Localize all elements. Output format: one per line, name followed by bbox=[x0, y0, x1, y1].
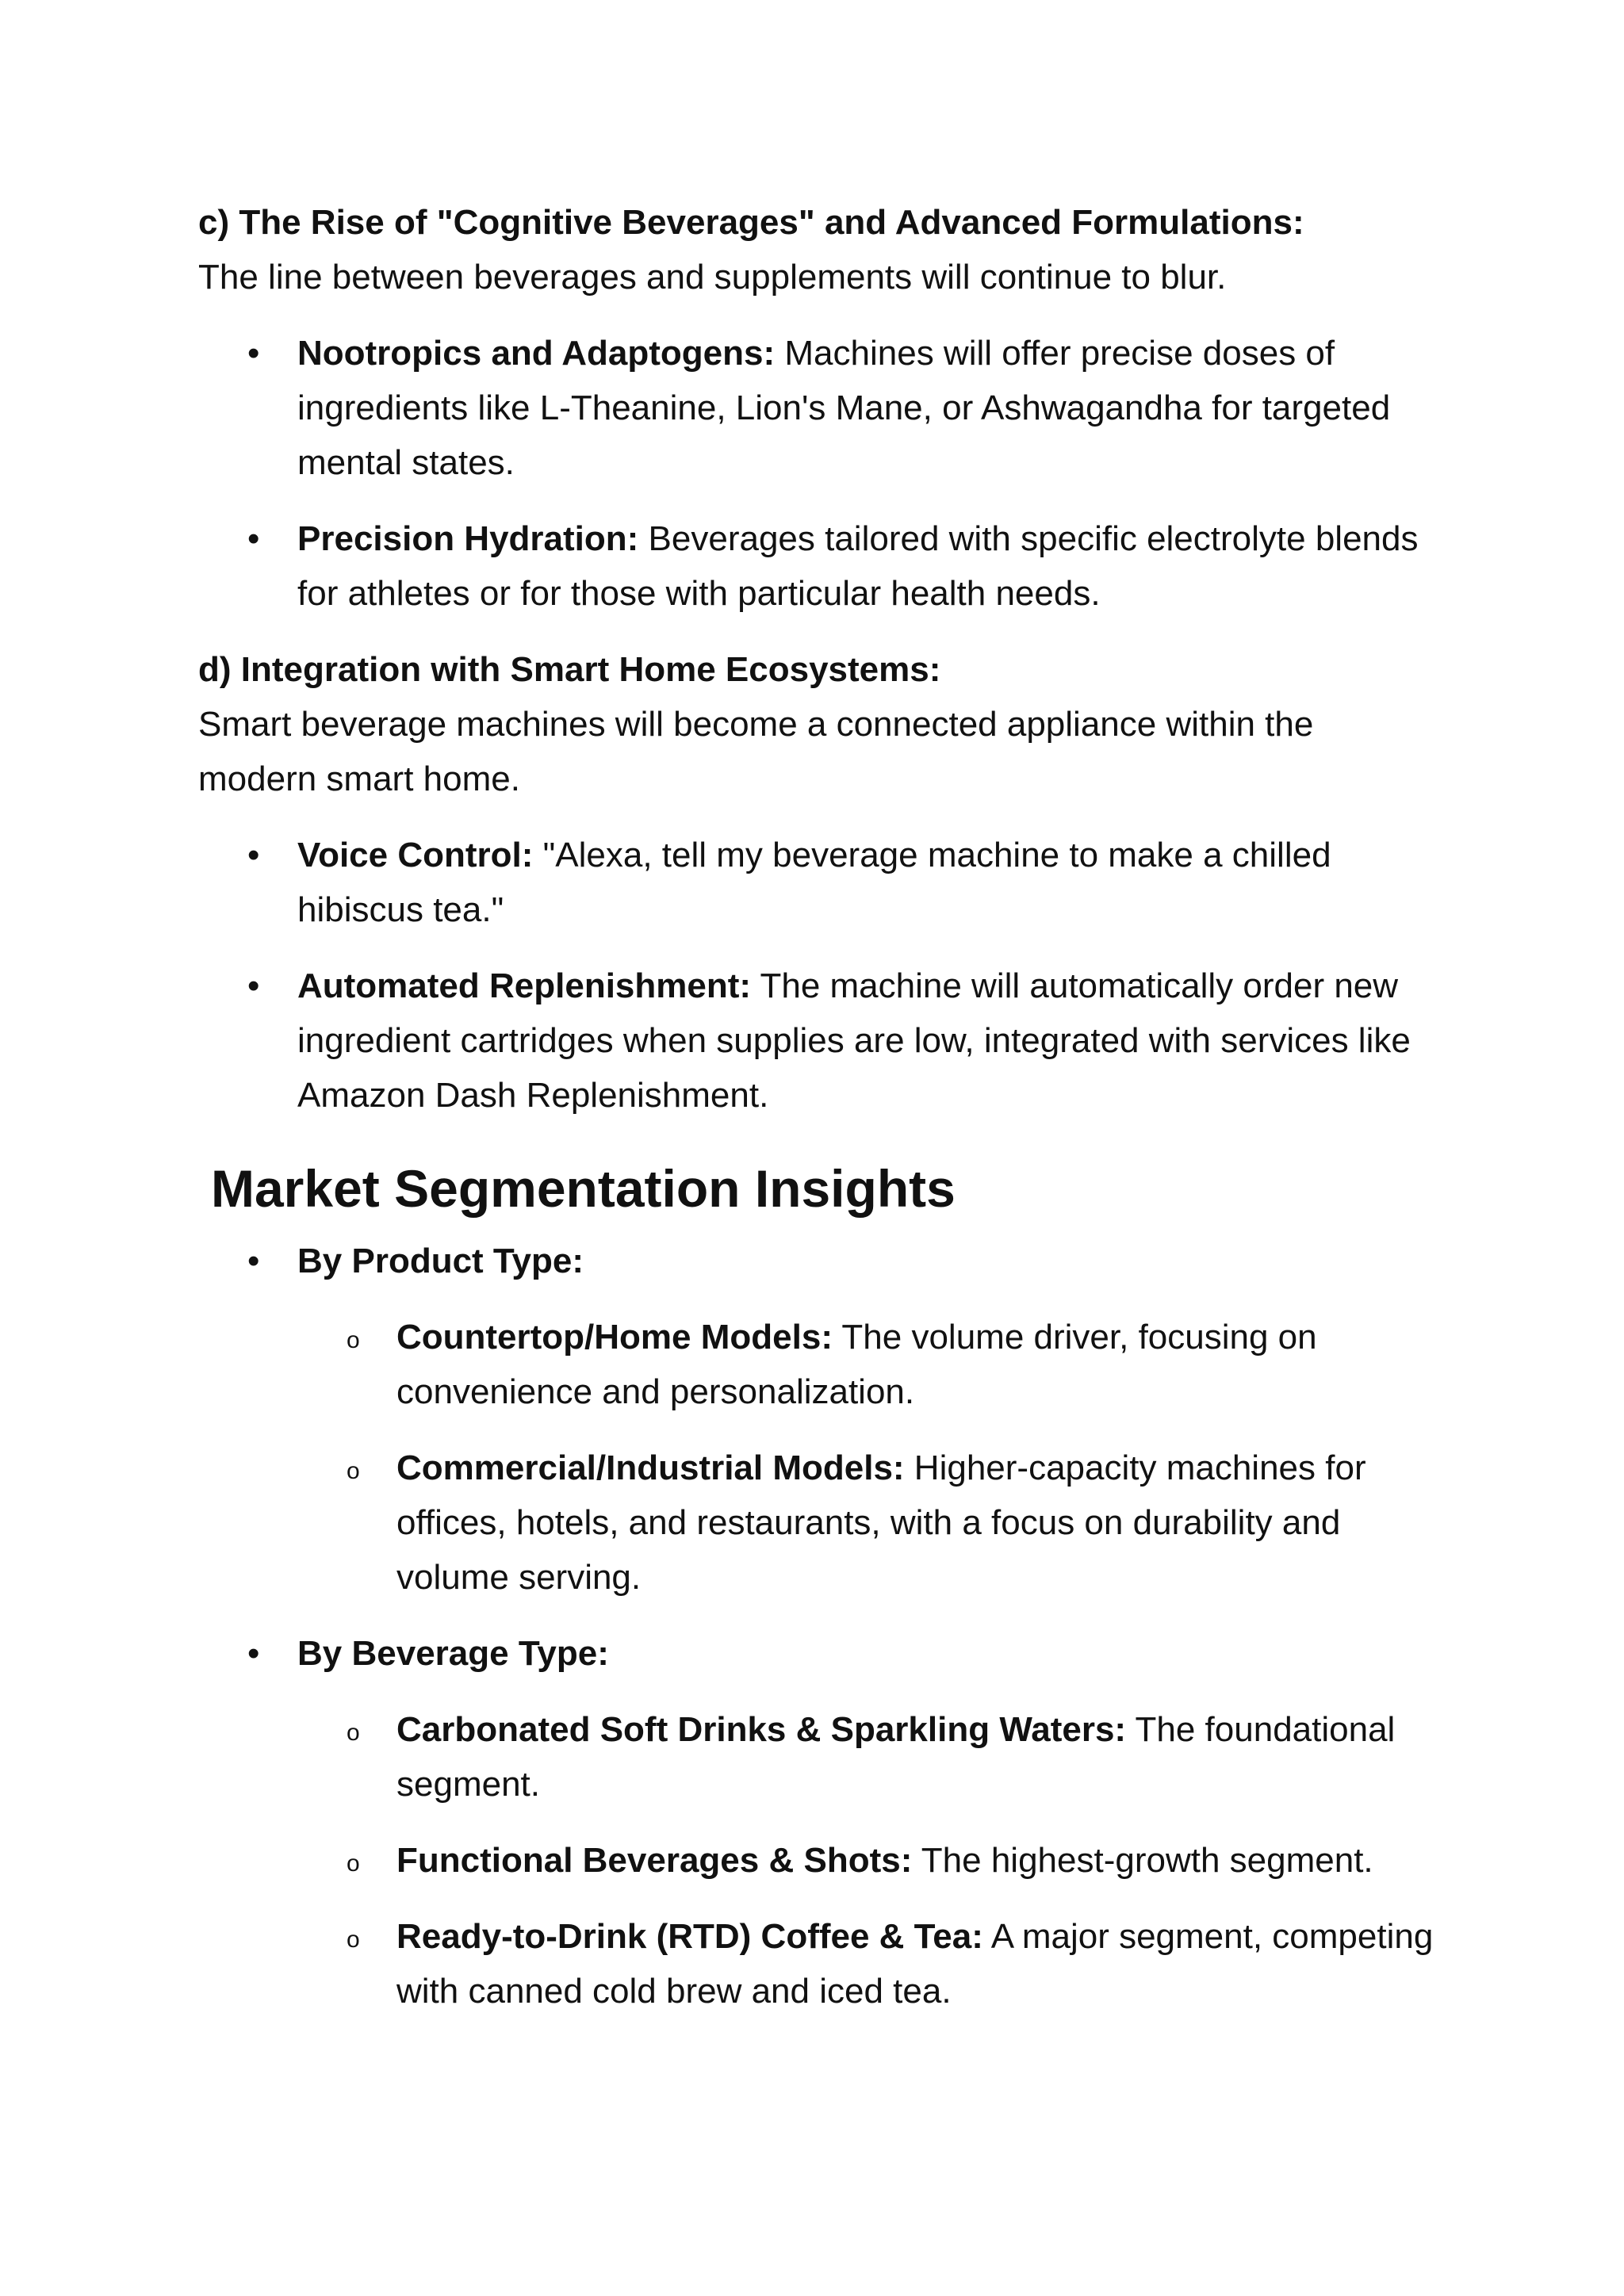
item-label: Precision Hydration: bbox=[297, 519, 639, 558]
item-label: By Product Type: bbox=[297, 1242, 584, 1280]
item-label: Ready-to-Drink (RTD) Coffee & Tea: bbox=[396, 1917, 983, 1956]
list-item bbox=[198, 1234, 1435, 1288]
circle-bullet-icon: o bbox=[347, 1850, 360, 1877]
section-c-heading: c) The Rise of "Cognitive Beverages" and Advanced Formulations: bbox=[198, 203, 1304, 242]
list-item bbox=[198, 828, 1435, 937]
section-d-intro: Smart beverage machines will become a connected appliance within the modern smart home. bbox=[198, 705, 1314, 798]
beverage-type-list bbox=[198, 1702, 1435, 2019]
section-d-list bbox=[198, 828, 1435, 1123]
list-item bbox=[198, 326, 1435, 490]
section-d-heading: d) Integration with Smart Home Ecosystems: bbox=[198, 650, 941, 689]
item-label: Voice Control: bbox=[297, 836, 534, 874]
market-section-title: Market Segmentation Insights bbox=[211, 1159, 956, 1218]
circle-bullet-icon: o bbox=[347, 1327, 360, 1353]
list-item bbox=[198, 1626, 1435, 1681]
item-label: Countertop/Home Models: bbox=[396, 1318, 833, 1357]
item-text: The foundational segment. bbox=[396, 1710, 1396, 1804]
item-label: Carbonated Soft Drinks & Sparkling Waters: bbox=[396, 1710, 1127, 1749]
list-item bbox=[297, 1702, 1435, 1812]
item-label: Functional Beverages & Shots: bbox=[396, 1841, 913, 1880]
product-type-list bbox=[198, 1310, 1435, 1605]
bullet-icon: • bbox=[247, 966, 260, 1005]
bullet-icon: • bbox=[247, 836, 260, 874]
section-c-list bbox=[198, 326, 1435, 621]
list-item bbox=[297, 1310, 1435, 1419]
market-list-beverage bbox=[198, 1626, 1435, 1681]
item-text: A major segment, competing with canned cold brew and iced tea. bbox=[396, 1917, 1434, 2011]
item-text: Beverages tailored with specific electrolyte blends for athletes or for those with particular health needs. bbox=[297, 519, 1419, 613]
item-label: Nootropics and Adaptogens: bbox=[297, 334, 776, 373]
item-text: The volume driver, focusing on convenience and personalization. bbox=[396, 1318, 1317, 1411]
market-list bbox=[198, 1234, 1435, 1288]
bullet-icon: • bbox=[247, 1634, 260, 1673]
list-item bbox=[297, 1833, 1435, 1888]
list-item bbox=[198, 959, 1435, 1123]
circle-bullet-icon: o bbox=[347, 1927, 360, 1953]
circle-bullet-icon: o bbox=[347, 1458, 360, 1484]
section-c-intro: The line between beverages and supplements will continue to blur. bbox=[198, 258, 1227, 297]
item-text: Machines will offer precise doses of ingredients like L-Theanine, Lion's Mane, or Ashwagandha for targeted mental states. bbox=[297, 334, 1391, 482]
item-label: By Beverage Type: bbox=[297, 1634, 609, 1673]
list-item bbox=[297, 1909, 1435, 2019]
document-page bbox=[198, 195, 1435, 2019]
item-text: The highest-growth segment. bbox=[912, 1841, 1373, 1880]
item-label: Commercial/Industrial Models: bbox=[396, 1448, 905, 1487]
bullet-icon: • bbox=[247, 1242, 260, 1280]
list-item bbox=[198, 511, 1435, 621]
circle-bullet-icon: o bbox=[347, 1720, 360, 1746]
item-text: Higher-capacity machines for offices, hotels, and restaurants, with a focus on durability and volume serving. bbox=[396, 1448, 1366, 1597]
item-text: The machine will automatically order new ingredient cartridges when supplies are low, integrated with services like Amazon Dash Replenishment. bbox=[297, 966, 1411, 1115]
bullet-icon: • bbox=[247, 334, 260, 373]
list-item bbox=[297, 1441, 1435, 1605]
item-text: "Alexa, tell my beverage machine to make a chilled hibiscus tea." bbox=[297, 836, 1331, 929]
item-label: Automated Replenishment: bbox=[297, 966, 752, 1005]
bullet-icon: • bbox=[247, 519, 260, 558]
